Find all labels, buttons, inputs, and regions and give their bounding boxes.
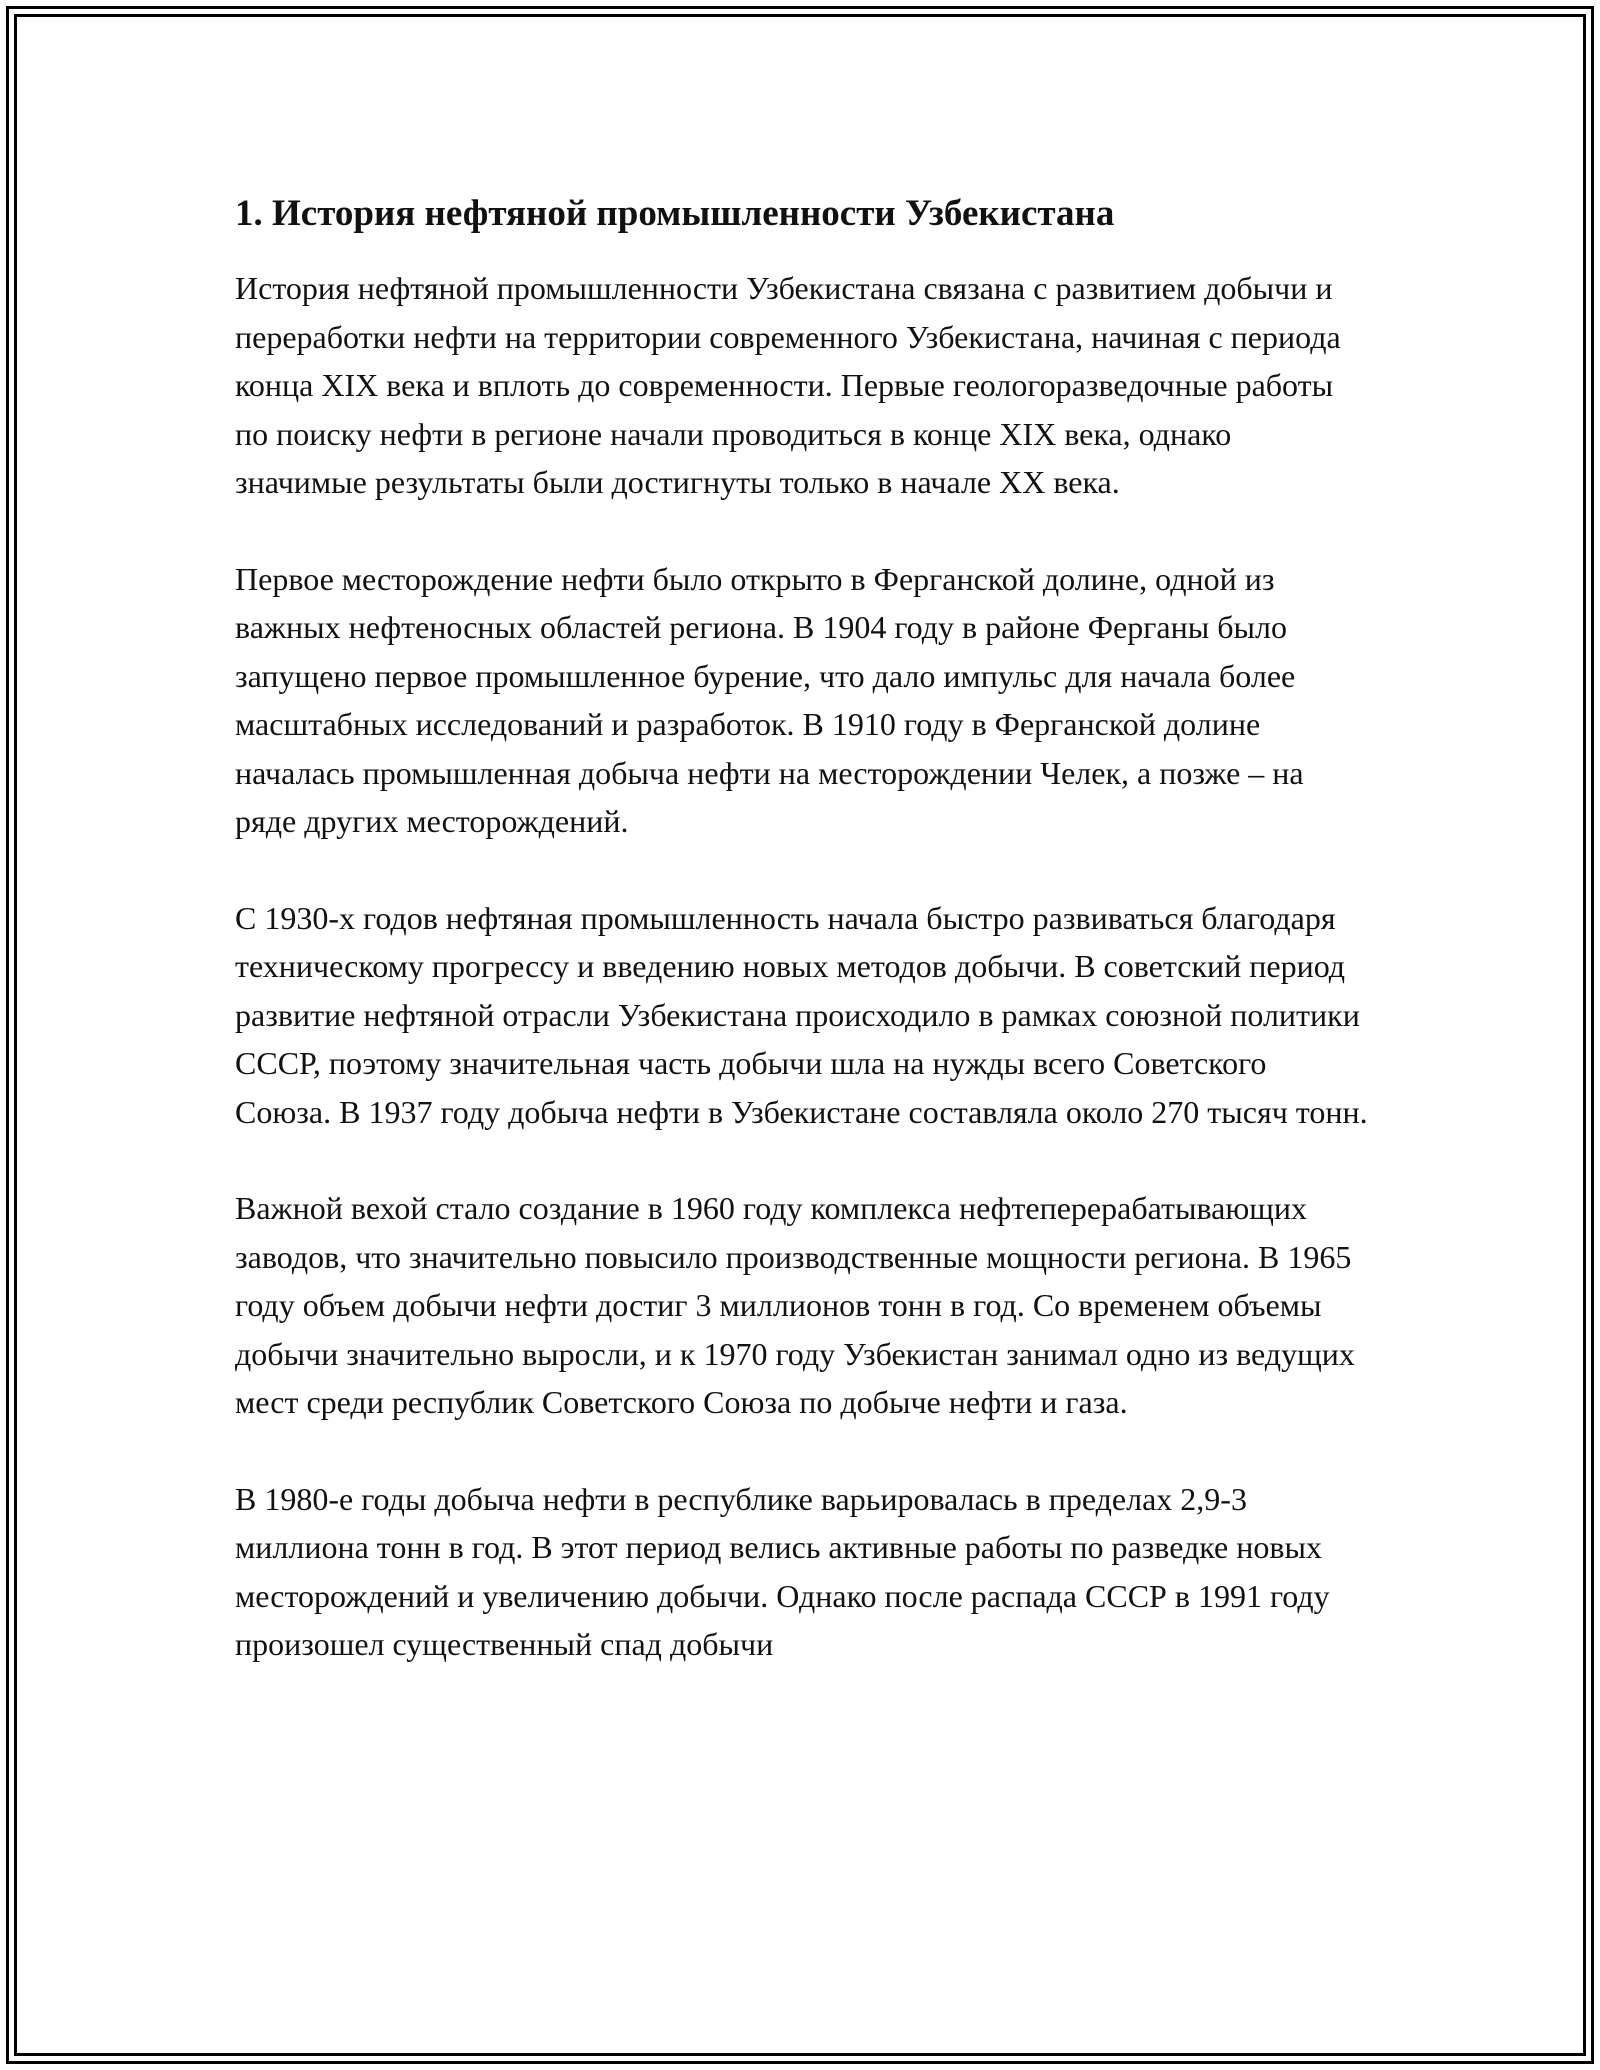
section-heading: 1. История нефтяной промышленности Узбекистана xyxy=(235,193,1115,234)
paragraph-5: В 1980-е годы добыча нефти в республике варьировалась в пределах 2,9-3 миллиона тонн в год. В этот период велись активные работы по разведке новых месторождений и увеличению добычи. Однако после распада СССР в 1991 году произошел существенный спад добычи xyxy=(235,1480,1330,1662)
paragraph-3: С 1930-х годов нефтяная промышленность начала быстро развиваться благодаря техническому прогрессу и введению новых методов добычи. В советский период развитие нефтяной отрасли Узбекистана происходило в рамках союзной политики СССР, поэтому значительная часть добычи шла на нужды всего Советского Союза. В 1937 году добыча нефти в Узбекистане составляла около 270 тысяч тонн. xyxy=(235,899,1368,1130)
paragraph-1: История нефтяной промышленности Узбекистана связана с развитием добычи и переработки нефти на территории современного Узбекистана, начиная с периода конца XIX века и вплоть до современности. Первые геологоразведочные работы по поиску нефти в регионе начали проводиться в конце XIX века, однако значимые результаты были достигнуты только в начале XX века. xyxy=(235,270,1341,500)
paragraph-2: Первое месторождение нефти было открыто в Ферганской долине, одной из важных нефтеносных областей региона. В 1904 году в районе Ферганы было запущено первое промышленное бурение, что дало импульс для начала более масштабных исследований и разработок. В 1910 году в Ферганской долине началась промышленная добыча нефти на месторождении Челек, а позже – на ряде других месторождений. xyxy=(235,560,1304,839)
paragraph-4: Важной вехой стало создание в 1960 году комплекса нефтеперерабатывающих заводов, что значительно повысило производственные мощности региона. В 1965 году объем добычи нефти достиг 3 миллионов тонн в год. Со временем объемы добычи значительно выросли, и к 1970 году Узбекистан занимал одно из ведущих мест среди республик Советского Союза по добыче нефти и газа. xyxy=(235,1190,1355,1420)
document-body xyxy=(235,190,1370,1717)
